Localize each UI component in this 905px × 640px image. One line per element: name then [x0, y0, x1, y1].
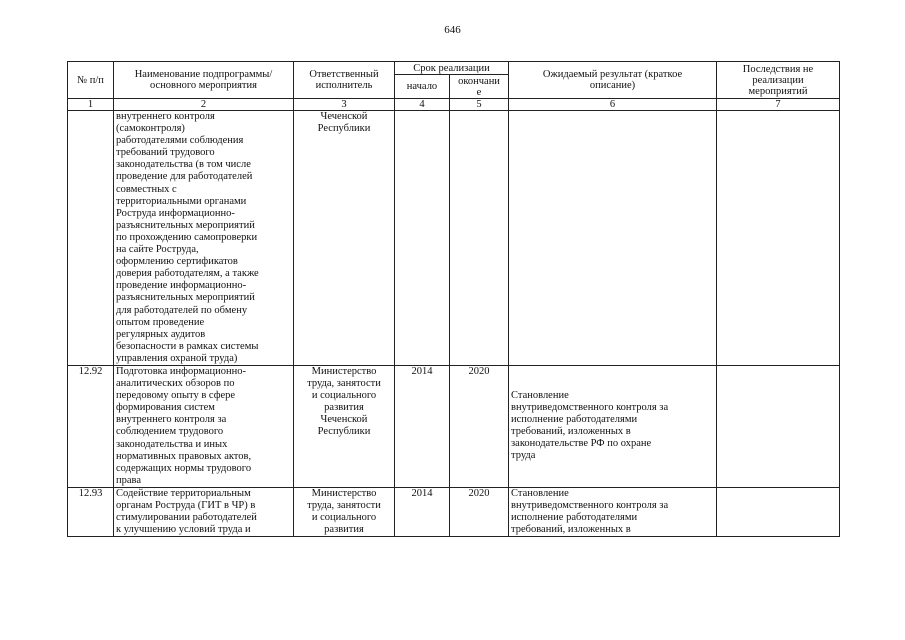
start-year: 2014	[395, 487, 450, 536]
measures-table	[67, 61, 840, 537]
table-row	[68, 111, 840, 366]
column-number: 5	[450, 99, 509, 111]
start-year	[395, 111, 450, 366]
header-num: № п/п	[68, 62, 114, 99]
end-year: 2020	[450, 487, 509, 536]
column-number: 7	[717, 99, 840, 111]
consequences	[717, 487, 840, 536]
table-row	[68, 365, 840, 487]
expected-result	[509, 111, 717, 366]
header-period: Срок реализации	[395, 62, 509, 75]
column-number-row	[68, 99, 840, 111]
header-result: Ожидаемый результат (краткое описание)	[509, 62, 717, 99]
end-year	[450, 111, 509, 366]
executor: Министерство труда, занятости и социального развития Чеченской Республики	[294, 365, 395, 487]
consequences	[717, 365, 840, 487]
column-number: 1	[68, 99, 114, 111]
column-number: 3	[294, 99, 395, 111]
row-number: 12.93	[68, 487, 114, 536]
header-consequences: Последствия не реализации мероприятий	[717, 62, 840, 99]
measure-name: внутреннего контроля (самоконтроля) работодателями соблюдения требований трудового законодательства (в том числе проведение для работодателей совместных с территориальными органами Роструда информационно- разъяснительных мероприятий по прохождению самопроверки на сайте Роструда, оформлению сертификатов доверия работодателям, а также проведение информационно- разъяснительных мероприятий для работодателей по обмену опытом проведение регулярных аудитов безопасности в рамках системы управления охраной труда)	[114, 111, 294, 366]
column-number: 6	[509, 99, 717, 111]
row-number	[68, 111, 114, 366]
start-year: 2014	[395, 365, 450, 487]
header-executor: Ответственный исполнитель	[294, 62, 395, 99]
header-name: Наименование подпрограммы/ основного мероприятия	[114, 62, 294, 99]
measure-name: Содействие территориальным органам Роструда (ГИТ в ЧР) в стимулировании работодателей к улучшению условий труда и	[114, 487, 294, 536]
executor: Чеченской Республики	[294, 111, 395, 366]
consequences	[717, 111, 840, 366]
executor: Министерство труда, занятости и социального развития	[294, 487, 395, 536]
row-number: 12.92	[68, 365, 114, 487]
column-number: 2	[114, 99, 294, 111]
expected-result: Становление внутриведомственного контроля за исполнение работодателями требований, изложенных в законодательстве РФ по охране труда	[509, 365, 717, 487]
measure-name: Подготовка информационно- аналитических обзоров по передовому опыту в сфере формирования систем внутреннего контроля за соблюдением трудового законодательства и иных нормативных правовых актов, содержащих нормы трудового права	[114, 365, 294, 487]
header-start: начало	[395, 75, 450, 99]
header-end: окончани е	[450, 75, 509, 99]
table-row	[68, 487, 840, 536]
page-number: 646	[444, 24, 461, 36]
end-year: 2020	[450, 365, 509, 487]
expected-result: Становление внутриведомственного контроля за исполнение работодателями требований, изложенных в	[509, 487, 717, 536]
column-number: 4	[395, 99, 450, 111]
